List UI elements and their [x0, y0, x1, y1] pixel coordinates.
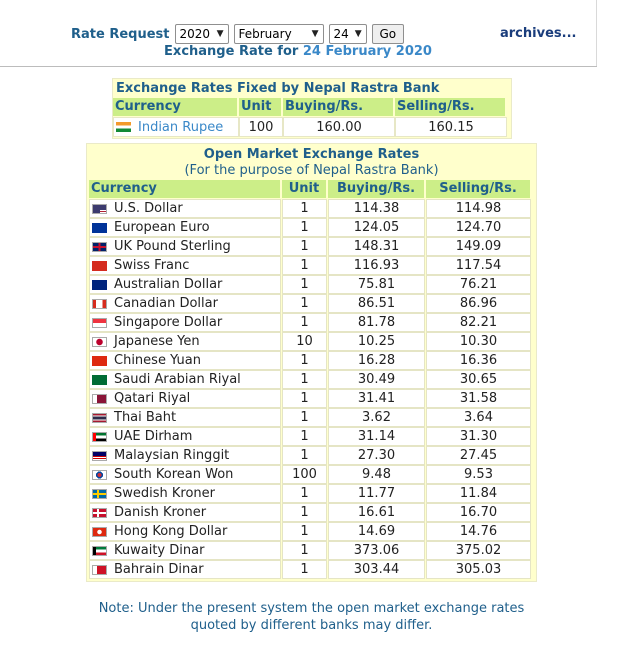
canada-flag-icon	[92, 299, 107, 309]
table-row	[89, 560, 534, 579]
year-select-value: 2020	[179, 27, 211, 41]
currency-name: Saudi Arabian Riyal	[114, 371, 241, 387]
saudi-flag-icon	[92, 375, 107, 385]
buying-cell: 10.25	[328, 332, 425, 351]
unit-cell: 1	[282, 294, 327, 313]
buying-cell: 116.93	[328, 256, 425, 275]
selling-cell: 27.45	[426, 446, 531, 465]
footer-note	[0, 600, 623, 634]
kuwait-flag-icon	[92, 546, 107, 556]
chevron-down-icon: ▼	[311, 29, 319, 39]
table-row	[89, 332, 534, 351]
selling-cell: 149.09	[426, 237, 531, 256]
currency-cell	[89, 294, 281, 313]
buying-cell: 81.78	[328, 313, 425, 332]
currency-name: Qatari Riyal	[114, 390, 191, 406]
currency-cell	[89, 389, 281, 408]
table-row	[113, 116, 511, 138]
unit-cell: 1	[282, 484, 327, 503]
unit-cell: 1	[282, 237, 327, 256]
unit-cell: 1	[282, 313, 327, 332]
open-market-header	[89, 180, 534, 198]
denmark-flag-icon	[92, 508, 107, 518]
month-select-value: February	[238, 27, 292, 41]
year-select[interactable]	[175, 24, 229, 44]
currency-cell	[89, 427, 281, 446]
day-select-value: 24	[333, 27, 349, 41]
rate-request-label: Rate Request	[71, 26, 170, 42]
currency-cell	[89, 351, 281, 370]
buying-cell: 9.48	[328, 465, 425, 484]
selling-cell: 16.70	[426, 503, 531, 522]
table-row	[89, 503, 534, 522]
buying-cell: 14.69	[328, 522, 425, 541]
selling-cell: 31.58	[426, 389, 531, 408]
currency-name: Canadian Dollar	[114, 295, 218, 311]
table-row	[89, 389, 534, 408]
currency-cell	[89, 370, 281, 389]
table-row	[89, 294, 534, 313]
table-row	[89, 484, 534, 503]
unit-cell: 10	[282, 332, 327, 351]
page-title-date: 24 February 2020	[302, 44, 432, 59]
selling-cell: 114.98	[426, 199, 531, 218]
table-row	[89, 218, 534, 237]
header-selling: Selling/Rs.	[426, 180, 532, 198]
china-flag-icon	[92, 356, 107, 366]
selling-cell: 3.64	[426, 408, 531, 427]
currency-cell	[89, 237, 281, 256]
go-button[interactable]: Go	[372, 24, 405, 44]
buying-cell: 303.44	[328, 560, 425, 579]
currency-name: Thai Baht	[114, 409, 177, 425]
unit-cell: 1	[282, 427, 327, 446]
header-selling: Selling/Rs.	[395, 98, 507, 116]
selling-cell: 76.21	[426, 275, 531, 294]
selling-cell: 31.30	[426, 427, 531, 446]
buying-cell: 16.61	[328, 503, 425, 522]
buying-cell: 16.28	[328, 351, 425, 370]
selling-cell: 10.30	[426, 332, 531, 351]
open-market-table	[86, 143, 537, 582]
currency-cell	[89, 275, 281, 294]
selling-cell: 305.03	[426, 560, 531, 579]
buying-cell: 148.31	[328, 237, 425, 256]
currency-cell	[89, 313, 281, 332]
open-market-title: Open Market Exchange Rates	[203, 147, 420, 162]
table-row	[89, 408, 534, 427]
singapore-flag-icon	[92, 318, 107, 328]
archives-link[interactable]: archives...	[500, 26, 577, 41]
selling-cell: 9.53	[426, 465, 531, 484]
table-row	[89, 541, 534, 560]
unit-cell: 1	[282, 275, 327, 294]
currency-name: Danish Kroner	[114, 504, 207, 520]
currency-cell	[89, 503, 281, 522]
currency-name: European Euro	[114, 219, 210, 235]
currency-name: Australian Dollar	[114, 276, 223, 292]
rate-request-form	[71, 23, 404, 45]
chevron-down-icon: ▼	[354, 29, 362, 39]
unit-cell: 1	[282, 256, 327, 275]
selling-cell: 11.84	[426, 484, 531, 503]
unit-cell: 1	[282, 560, 327, 579]
currency-cell	[89, 541, 281, 560]
table-row	[89, 465, 534, 484]
page-title	[0, 44, 596, 59]
currency-name: Swiss Franc	[114, 257, 190, 273]
uk-flag-icon	[92, 242, 107, 252]
currency-cell	[113, 117, 239, 137]
buying-cell: 30.49	[328, 370, 425, 389]
currency-cell	[89, 408, 281, 427]
header-currency: Currency	[113, 98, 239, 116]
buying-cell: 27.30	[328, 446, 425, 465]
day-select[interactable]	[329, 24, 367, 44]
australia-flag-icon	[92, 280, 107, 290]
currency-name: Swedish Kroner	[114, 485, 216, 501]
table-row	[89, 446, 534, 465]
currency-cell	[89, 256, 281, 275]
swiss-flag-icon	[92, 261, 107, 271]
qatar-flag-icon	[92, 394, 107, 404]
currency-name: South Korean Won	[114, 466, 234, 482]
currency-name: Singapore Dollar	[114, 314, 223, 330]
buying-cell: 31.14	[328, 427, 425, 446]
table-row	[89, 237, 534, 256]
sweden-flag-icon	[92, 489, 107, 499]
table-row	[89, 351, 534, 370]
buying-cell: 31.41	[328, 389, 425, 408]
table-row	[89, 313, 534, 332]
selling-cell: 160.15	[395, 117, 507, 137]
header-right-border	[596, 0, 597, 66]
hongkong-flag-icon	[92, 527, 107, 537]
usa-flag-icon	[92, 204, 107, 214]
thailand-flag-icon	[92, 413, 107, 423]
currency-name: Japanese Yen	[114, 333, 200, 349]
chevron-down-icon: ▼	[216, 29, 224, 39]
selling-cell: 30.65	[426, 370, 531, 389]
buying-cell: 373.06	[328, 541, 425, 560]
currency-cell	[89, 446, 281, 465]
buying-cell: 160.00	[283, 117, 395, 137]
table-row	[89, 256, 534, 275]
eu-flag-icon	[92, 223, 107, 233]
open-market-rows	[87, 199, 536, 579]
currency-cell	[89, 218, 281, 237]
buying-cell: 3.62	[328, 408, 425, 427]
unit-cell: 1	[282, 408, 327, 427]
buying-cell: 124.05	[328, 218, 425, 237]
header-unit: Unit	[282, 180, 328, 198]
unit-cell: 100	[282, 465, 327, 484]
footer-note-line2: quoted by different banks may differ.	[190, 618, 433, 633]
unit-cell: 1	[282, 199, 327, 218]
currency-name: Indian Rupee	[138, 119, 224, 135]
selling-cell: 375.02	[426, 541, 531, 560]
header-unit: Unit	[239, 98, 283, 116]
table-row	[89, 522, 534, 541]
currency-cell	[89, 522, 281, 541]
unit-cell: 1	[282, 370, 327, 389]
japan-flag-icon	[92, 337, 107, 347]
page-title-prefix: Exchange Rate for	[164, 44, 303, 59]
selling-cell: 14.76	[426, 522, 531, 541]
currency-name: Malaysian Ringgit	[114, 447, 230, 463]
currency-name: Hong Kong Dollar	[114, 523, 228, 539]
header-currency: Currency	[89, 180, 282, 198]
fixed-rates-table	[112, 78, 512, 139]
table-row	[89, 370, 534, 389]
unit-cell: 1	[282, 351, 327, 370]
bahrain-flag-icon	[92, 565, 107, 575]
currency-name: Kuwaity Dinar	[114, 542, 205, 558]
selling-cell: 82.21	[426, 313, 531, 332]
open-market-subtitle: (For the purpose of Nepal Rastra Bank)	[184, 163, 439, 178]
buying-cell: 11.77	[328, 484, 425, 503]
currency-name: UAE Dirham	[114, 428, 193, 444]
selling-cell: 124.70	[426, 218, 531, 237]
footer-note-line1: Note: Under the present system the open market exchange rates	[98, 601, 525, 616]
currency-cell	[89, 332, 281, 351]
currency-name: U.S. Dollar	[114, 200, 183, 216]
unit-cell: 1	[282, 218, 327, 237]
buying-cell: 86.51	[328, 294, 425, 313]
currency-name: Bahrain Dinar	[114, 561, 204, 577]
unit-cell: 100	[239, 117, 283, 137]
unit-cell: 1	[282, 541, 327, 560]
selling-cell: 117.54	[426, 256, 531, 275]
fixed-rates-header	[113, 98, 511, 116]
unit-cell: 1	[282, 446, 327, 465]
table-row	[89, 275, 534, 294]
malaysia-flag-icon	[92, 451, 107, 461]
buying-cell: 114.38	[328, 199, 425, 218]
table-row	[89, 199, 534, 218]
unit-cell: 1	[282, 522, 327, 541]
selling-cell: 86.96	[426, 294, 531, 313]
currency-name: UK Pound Sterling	[114, 238, 231, 254]
korea-flag-icon	[92, 470, 107, 480]
currency-name: Chinese Yuan	[114, 352, 201, 368]
header-divider	[0, 66, 597, 67]
currency-cell	[89, 465, 281, 484]
currency-cell	[89, 199, 281, 218]
uae-flag-icon	[92, 432, 107, 442]
india-flag-icon	[116, 122, 131, 132]
header-buying: Buying/Rs.	[283, 98, 395, 116]
buying-cell: 75.81	[328, 275, 425, 294]
unit-cell: 1	[282, 389, 327, 408]
table-row	[89, 427, 534, 446]
unit-cell: 1	[282, 503, 327, 522]
currency-cell	[89, 484, 281, 503]
fixed-rates-title: Exchange Rates Fixed by Nepal Rastra Bank	[116, 81, 440, 96]
selling-cell: 16.36	[426, 351, 531, 370]
header-buying: Buying/Rs.	[328, 180, 426, 198]
currency-cell	[89, 560, 281, 579]
month-select[interactable]	[234, 24, 324, 44]
